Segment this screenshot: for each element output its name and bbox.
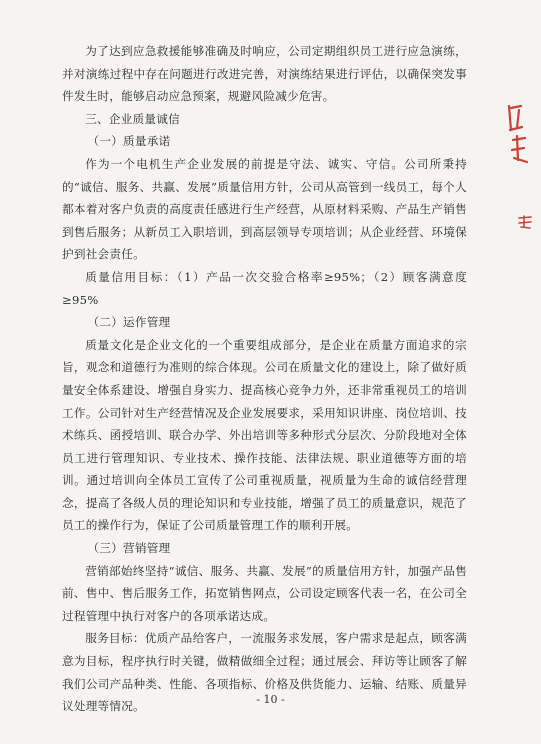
seal-fragment-icon: [516, 214, 534, 230]
paragraph-marketing: 营销部始终坚持“诚信、服务、共赢、发展”的质量信用方针，加强产品售前、售中、售后服务工作，拓宽销售网点，公司设定顾客代表一名，在公司全过程管理中执行对客户的各项承诺达成。: [62, 563, 467, 623]
paragraph-quality-commitment: 作为一个电机生产企业发展的前提是守法、诚实、守信。公司所秉持的“诚信、服务、共赢、发展”质量信用方针，公司从高管到一线员工，每个人都本着对客户负责的高度责任感进行生产经营，从原材料采购、产品生产销售到售后服务；从新员工入职培训，到高层领导专项培训；从企业经营、环境保护到社会责任。: [62, 156, 467, 262]
paragraph-emergency-drill: 为了达到应急救援能够准确及时响应，公司定期组织员工进行应急演练，并对演练过程中存在问题进行改进完善，对演练结果进行评估，以确保突发事件发生时，能够启动应急预案，规避风险减少危害。: [62, 44, 467, 104]
subheading-quality-commitment: （一）质量承诺: [87, 134, 171, 149]
section-heading-quality-integrity: 三、企业质量诚信: [85, 111, 180, 126]
subheading-marketing-management: （三）营销管理: [87, 541, 171, 556]
page-number: - 10 -: [256, 693, 285, 706]
seal-stamp-icon: [505, 100, 531, 170]
paragraph-service-goals: 服务目标：优质产品给客户，一流服务求发展，客户需求是起点，顾客满意为目标，程序执行时关键，做精做细全过程；通过展会、拜访等让顾客了解我们公司产品种类、性能、各项指标、价格及供货能力、运输、结账、质量异议处理等情况。: [62, 631, 467, 714]
paragraph-quality-goals: 质量信用目标：（1）产品一次交验合格率≥95%；（2）顾客满意度≥95%: [62, 269, 467, 307]
document-body: [62, 40, 467, 718]
subheading-operation-management: （二）运作管理: [87, 315, 171, 330]
paragraph-quality-culture: 质量文化是企业文化的一个重要组成部分，是企业在质量方面追求的宗旨，观念和道德行为准则的综合体现。公司在质量文化的建设上，除了做好质量安全体系建设、增强自身实力、提高核心竞争力外，还非常重视员工的培训工作。公司针对生产经营情况及企业发展要求，采用知识讲座、岗位培训、技术练兵、函授培训、联合办学、外出培训等多种形式分层次、分阶段地对全体员工进行管理知识、专业技术、操作技能、法律法规、职业道德等方面的培训。通过培训向全体员工宣传了公司重视质量，视质量为生命的诚信经营理念，提高了各级人员的理论知识和专业技能，增强了员工的质量意识，规范了员工的操作行为，保证了公司质量管理工作的顺利开展。: [62, 337, 467, 533]
